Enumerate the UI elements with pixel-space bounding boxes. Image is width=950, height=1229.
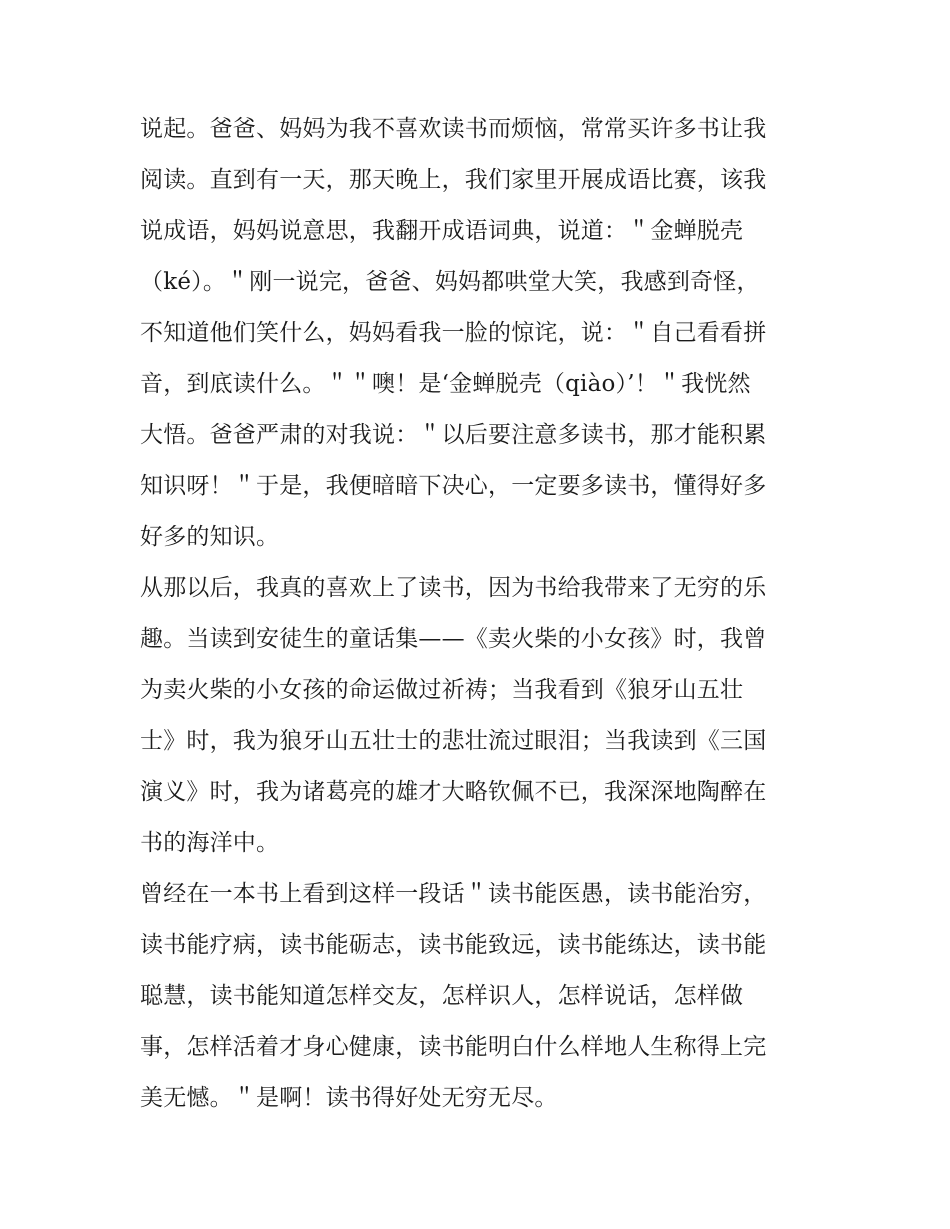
text-line: 阅读。直到有一天，那天晚上，我们家里开展成语比赛，该我	[140, 167, 767, 193]
text-line: 好多的知识。	[140, 524, 280, 550]
text-line: 大悟。爸爸严肃的对我说：＂以后要注意多读书，那才能积累	[140, 422, 767, 448]
text-line: 不知道他们笑什么，妈妈看我一脸的惊诧，说：＂自己看看拼	[140, 320, 767, 346]
body-text	[140, 104, 820, 1124]
text-line: 说成语，妈妈说意思，我翻开成语词典，说道：＂金蝉脱壳	[140, 218, 744, 244]
text-line: 为卖火柴的小女孩的命运做过祈祷；当我看到《狼牙山五壮	[140, 677, 744, 703]
paragraph-2	[140, 563, 820, 869]
paragraph-3	[140, 869, 820, 1124]
text-line: 美无憾。＂是啊！读书得好处无穷无尽。	[140, 1085, 558, 1111]
text-line: （ké）。＂刚一说完，爸爸、妈妈都哄堂大笑，我感到奇怪，	[140, 269, 760, 295]
paragraph-1	[140, 104, 820, 563]
text-line: 趣。当读到安徒生的童话集——《卖火柴的小女孩》时，我曾	[140, 626, 767, 652]
text-line: 说起。爸爸、妈妈为我不喜欢读书而烦恼，常常买许多书让我	[140, 116, 767, 142]
text-line: 演义》时，我为诸葛亮的雄才大略钦佩不已，我深深地陶醉在	[140, 779, 767, 805]
text-line: 事，怎样活着才身心健康，读书能明白什么样地人生称得上完	[140, 1034, 767, 1060]
text-line: 书的海洋中。	[140, 830, 280, 856]
text-line: 读书能疗病，读书能砺志，读书能致远，读书能练达，读书能	[140, 932, 767, 958]
text-line: 知识呀！＂于是，我便暗暗下决心，一定要多读书，懂得好多	[140, 473, 767, 499]
text-line: 曾经在一本书上看到这样一段话＂读书能医愚，读书能治穷，	[140, 881, 767, 907]
text-line: 士》时，我为狼牙山五壮士的悲壮流过眼泪；当我读到《三国	[140, 728, 767, 754]
text-line: 从那以后，我真的喜欢上了读书，因为书给我带来了无穷的乐	[140, 575, 767, 601]
text-line: 音，到底读什么。＂＂噢！是‘金蝉脱壳（qiào）’！＂我恍然	[140, 371, 751, 397]
text-line: 聪慧，读书能知道怎样交友，怎样识人，怎样说话，怎样做	[140, 983, 744, 1009]
